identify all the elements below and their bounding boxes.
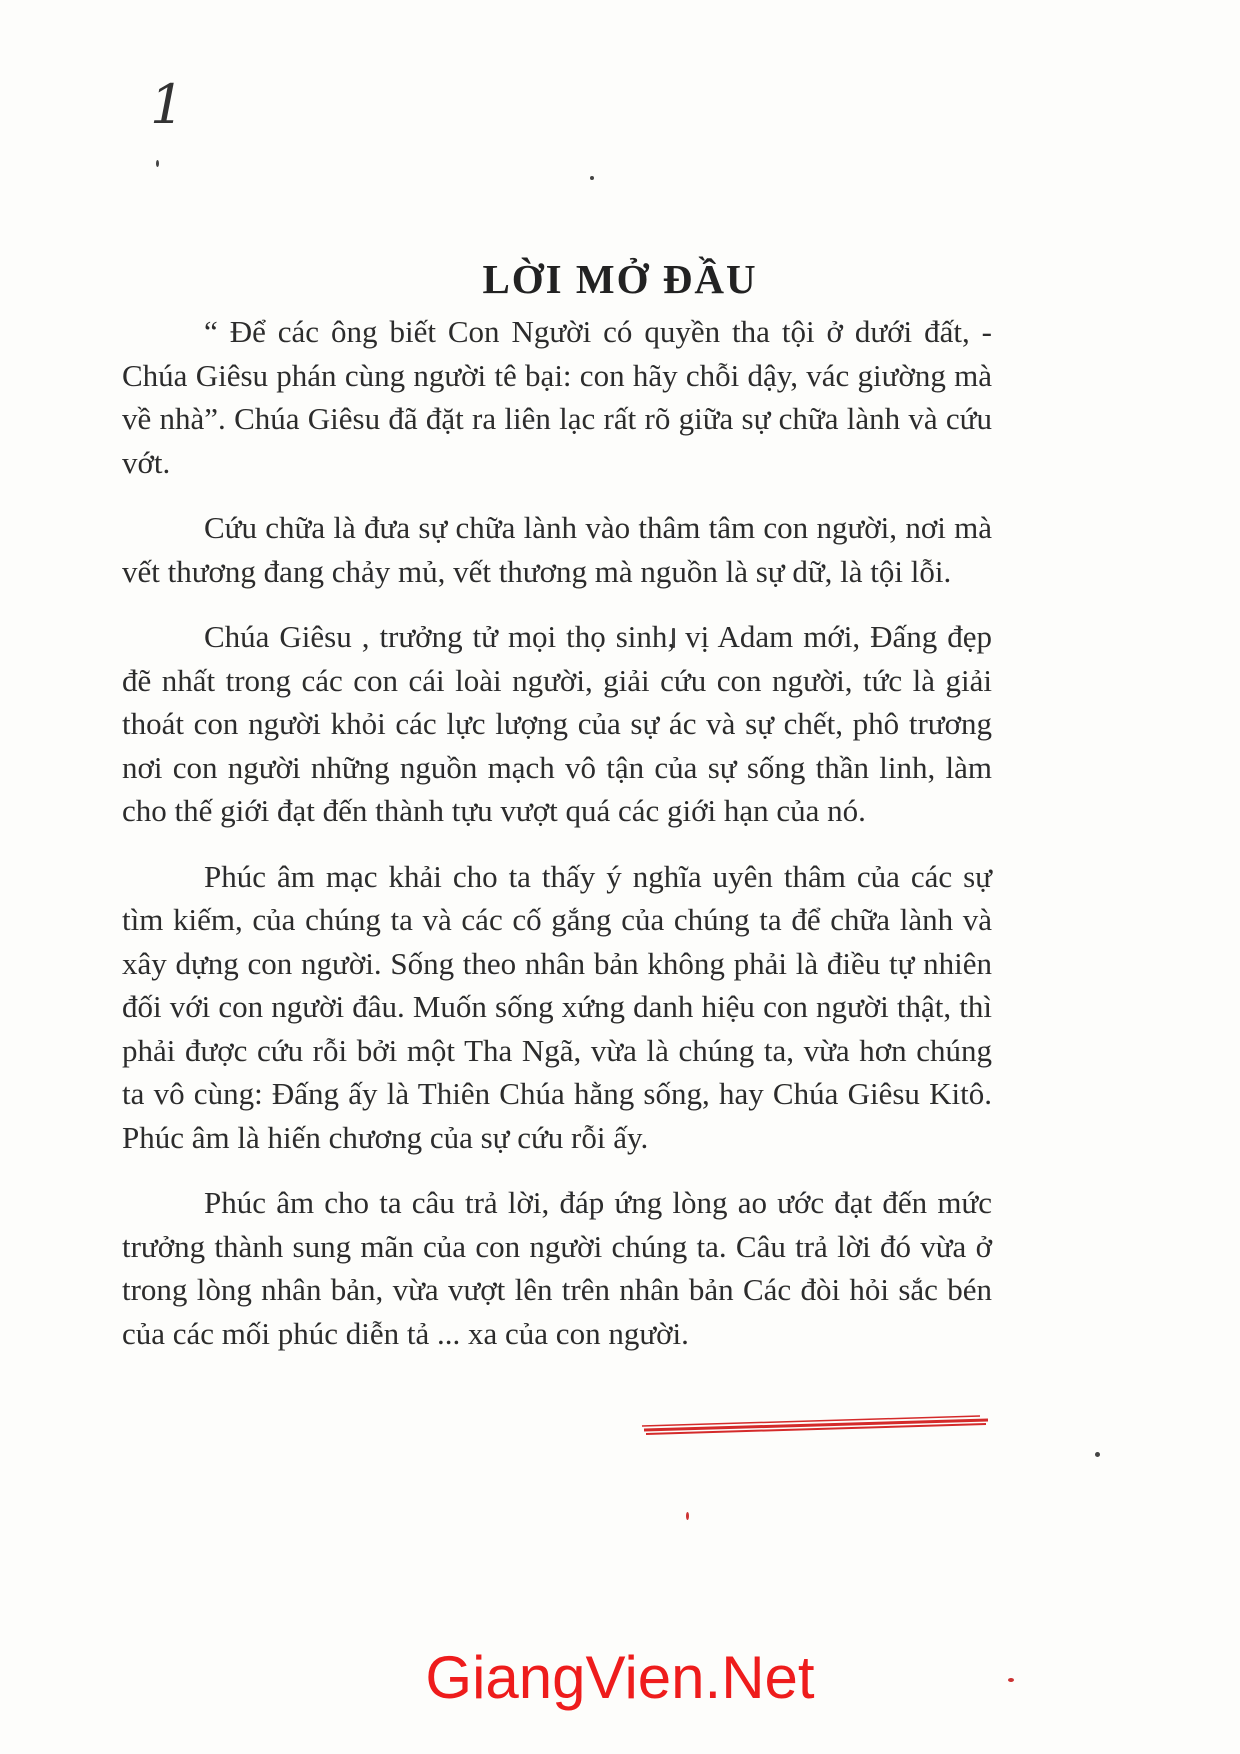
scan-speck: [590, 176, 594, 180]
scan-speck: [156, 160, 159, 167]
paragraph-1: “ Để các ông biết Con Người có quyền tha tội ở dưới đất, - Chúa Giêsu phán cùng người tê bại: con hãy chỗi dậy, vác giường mà về nhà”. Chúa Giêsu đã đặt ra liên lạc rất rõ giữa sự chữa lành và cứu vớt.: [122, 314, 992, 480]
paragraph-2: Cứu chữa là đưa sự chữa lành vào thâm tâm con người, nơi mà vết thương đang chảy mủ, vết thương mà nguồn là sự dữ, là tội lỗi.: [122, 510, 992, 589]
watermark-text: GiangVien.Net: [425, 1644, 815, 1711]
scan-speck: [686, 1512, 689, 1520]
handwritten-page-mark: 1: [150, 73, 185, 136]
body-text: [122, 310, 992, 1355]
paragraph-4: Phúc âm mạc khải cho ta thấy ý nghĩa uyên thâm của các sự tìm kiếm, của chúng ta và các cố gắng của chúng ta để chữa lành và xây dựng con người. Sống theo nhân bản không phải là điều tự nhiên đối với con người đâu. Muốn sống xứng danh hiệu con người thật, thì phải được cứu rỗi bởi một Tha Ngã, vừa là chúng ta, vừa hơn chúng ta vô cùng: Đấng ấy là Thiên Chúa hằng sống, hay Chúa Giêsu Kitô. Phúc âm là hiến chương của sự cứu rỗi ấy.: [122, 858, 992, 1155]
red-strike-mark: [640, 1414, 992, 1444]
paragraph-5: Phúc âm cho ta câu trả lời, đáp ứng lòng ao ước đạt đến mức trưởng thành sung mãn của con người chúng ta. Câu trả lời đó vừa ở trong lòng nhân bản, vừa vượt lên trên nhân bản Các đòi hỏi sắc bén của các mối phúc diễn tả ... xa của con người.: [122, 1185, 992, 1351]
paragraph-3: Chúa Giêsu , trưởng tử mọi thọ sinh, vị Adam mới, Đấng đẹp đẽ nhất trong các con cái loài người, giải cứu con người, tức là giải thoát con người khỏi các lực lượng của sự ác và sự chết, phô trương nơi con người những nguồn mạch vô tận của sự sống thần linh, làm cho thế giới đạt đến thành tựu vượt quá các giới hạn của nó.: [122, 619, 992, 828]
scan-speck: [1095, 1452, 1100, 1457]
page-title: LỜI MỞ ĐẦU: [482, 256, 758, 303]
